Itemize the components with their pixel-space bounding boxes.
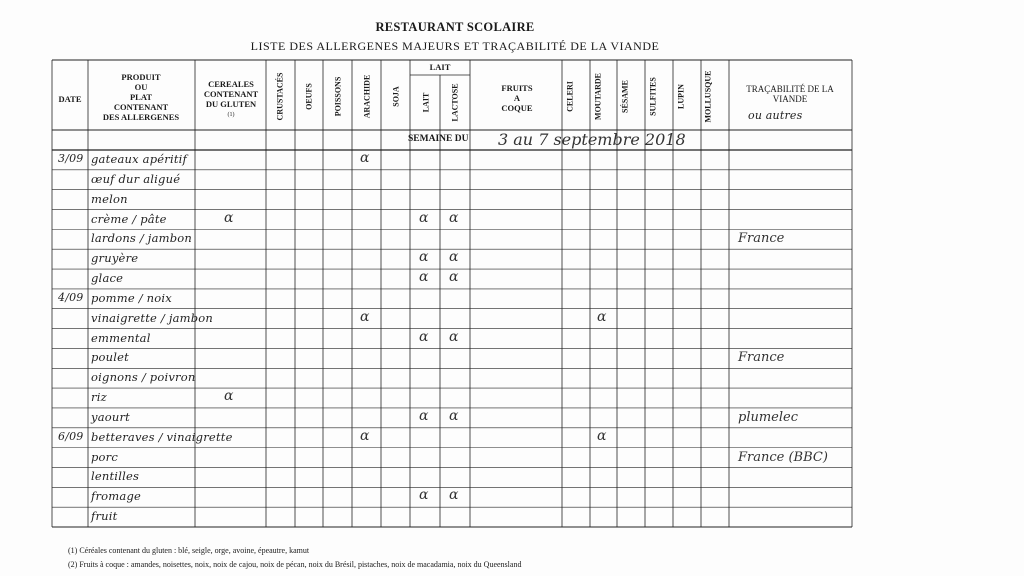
row-item: œuf dur aligué xyxy=(91,171,181,186)
row-item: melon xyxy=(91,191,128,206)
header-soja: SOJA xyxy=(391,86,401,107)
allergen-mark-lactose: α xyxy=(449,269,459,286)
header-cereals-line: DU GLUTEN xyxy=(205,99,257,109)
row-item: poulet xyxy=(91,350,129,365)
header-product xyxy=(88,72,194,122)
row-item: porc xyxy=(91,449,119,464)
row-item: gateaux apéritif xyxy=(91,152,188,166)
page-title: RESTAURANT SCOLAIRE xyxy=(375,20,535,34)
row-tracabilite: plumelec xyxy=(738,409,799,425)
row-date: 4/09 xyxy=(58,290,84,304)
header-lait: LAIT xyxy=(421,92,431,113)
allergen-mark-lactose: α xyxy=(449,487,459,504)
header-sulfites: SULFITES xyxy=(648,77,658,116)
header-lait-group: LAIT xyxy=(429,62,451,72)
row-item: emmental xyxy=(91,330,151,345)
allergen-mark-lactose: α xyxy=(449,407,459,424)
allergen-mark-cereales: α xyxy=(224,209,234,226)
row-item: oignons / poivron xyxy=(91,370,196,385)
row-tracabilite: France xyxy=(738,350,785,366)
header-cereals xyxy=(196,79,266,109)
row-item: crème / pâte xyxy=(91,211,167,226)
header-mollusque: MOLLUSQUE xyxy=(703,70,713,123)
allergen-mark-lait: α xyxy=(419,249,429,266)
allergen-mark-lait: α xyxy=(419,328,429,345)
header-cereals-line: CEREALES xyxy=(208,79,254,89)
allergen-mark-lactose: α xyxy=(449,209,459,226)
header-date: DATE xyxy=(58,94,82,104)
header-product-line: DES ALLERGENES xyxy=(102,112,180,122)
allergen-mark-arachide: α xyxy=(360,427,370,444)
header-fruits xyxy=(472,83,562,113)
footnote-2: (2) Fruits à coque : amandes, noisettes, noix, noix de cajou, noix de pécan, noix du Brésil, pistaches, noix de macadamia, noix du Queensland xyxy=(68,560,522,569)
footnote-1: (1) Céréales contenant du gluten : blé, seigle, orge, avoine, épeautre, kamut xyxy=(68,546,310,555)
header-cereals-note: (1) xyxy=(227,112,235,118)
header-arachide: ARACHIDE xyxy=(362,74,372,119)
header-moutarde: MOUTARDE xyxy=(593,73,603,120)
semaine-value: 3 au 7 septembre 2018 xyxy=(498,130,686,149)
allergen-mark-moutarde: α xyxy=(597,427,607,444)
row-item: fruit xyxy=(91,509,118,524)
row-tracabilite: France xyxy=(738,231,785,247)
allergen-mark-arachide: α xyxy=(360,150,370,166)
allergen-mark-lait: α xyxy=(419,269,429,286)
header-crustaces: CRUSTACÉS xyxy=(275,72,285,121)
allergen-mark-lait: α xyxy=(419,407,429,424)
header-product-line: PLAT xyxy=(129,92,153,102)
allergen-mark-arachide: α xyxy=(360,308,370,325)
allergen-mark-moutarde: α xyxy=(597,308,607,325)
allergen-mark-lait: α xyxy=(419,209,429,226)
row-date: 6/09 xyxy=(58,429,84,443)
header-tracabilite xyxy=(730,84,850,104)
row-date: 3/09 xyxy=(58,152,84,165)
header-tracabilite-handwritten: ou autres xyxy=(748,109,803,122)
header-tracabilite-line: VIANDE xyxy=(772,94,808,104)
header-fruits-line: COQUE xyxy=(501,103,533,113)
header-tracabilite-line: TRAÇABILITÉ DE LA xyxy=(746,84,834,94)
header-product-line: CONTENANT xyxy=(113,102,169,112)
row-item: fromage xyxy=(91,489,142,504)
header-fruits-line: FRUITS xyxy=(501,83,533,93)
header-product-line: PRODUIT xyxy=(121,72,161,82)
semaine-label: SEMAINE DU xyxy=(408,134,469,144)
header-celeri: CELERI xyxy=(565,81,575,112)
row-item: glace xyxy=(91,271,124,286)
row-item: pomme / noix xyxy=(91,290,172,305)
header-cereals-line: CONTENANT xyxy=(203,89,259,99)
header-product-line: OU xyxy=(134,82,148,92)
allergen-mark-lait: α xyxy=(419,487,429,504)
row-item: vinaigrette / jambon xyxy=(91,310,214,325)
header-lactose: LACTOSE xyxy=(450,83,460,122)
header-sesame: SÉSAME xyxy=(620,80,630,113)
allergen-mark-cereales: α xyxy=(224,388,234,405)
row-item: lentilles xyxy=(91,469,140,484)
row-item: yaourt xyxy=(91,409,131,424)
page-subtitle: LISTE DES ALLERGENES MAJEURS ET TRAÇABILITÉ DE LA VIANDE xyxy=(250,39,660,53)
row-item: riz xyxy=(91,390,107,405)
row-tracabilite: France (BBC) xyxy=(738,449,828,465)
header-lupin: LUPIN xyxy=(676,84,686,109)
row-item: gruyère xyxy=(91,251,139,266)
row-item: betteraves / vinaigrette xyxy=(91,429,233,444)
header-poissons: POISSONS xyxy=(333,76,343,117)
header-fruits-line: A xyxy=(513,93,521,103)
row-item: lardons / jambon xyxy=(91,231,193,246)
header-oeufs: OEUFS xyxy=(304,83,314,110)
allergen-mark-lactose: α xyxy=(449,328,459,345)
allergen-mark-lactose: α xyxy=(449,249,459,266)
